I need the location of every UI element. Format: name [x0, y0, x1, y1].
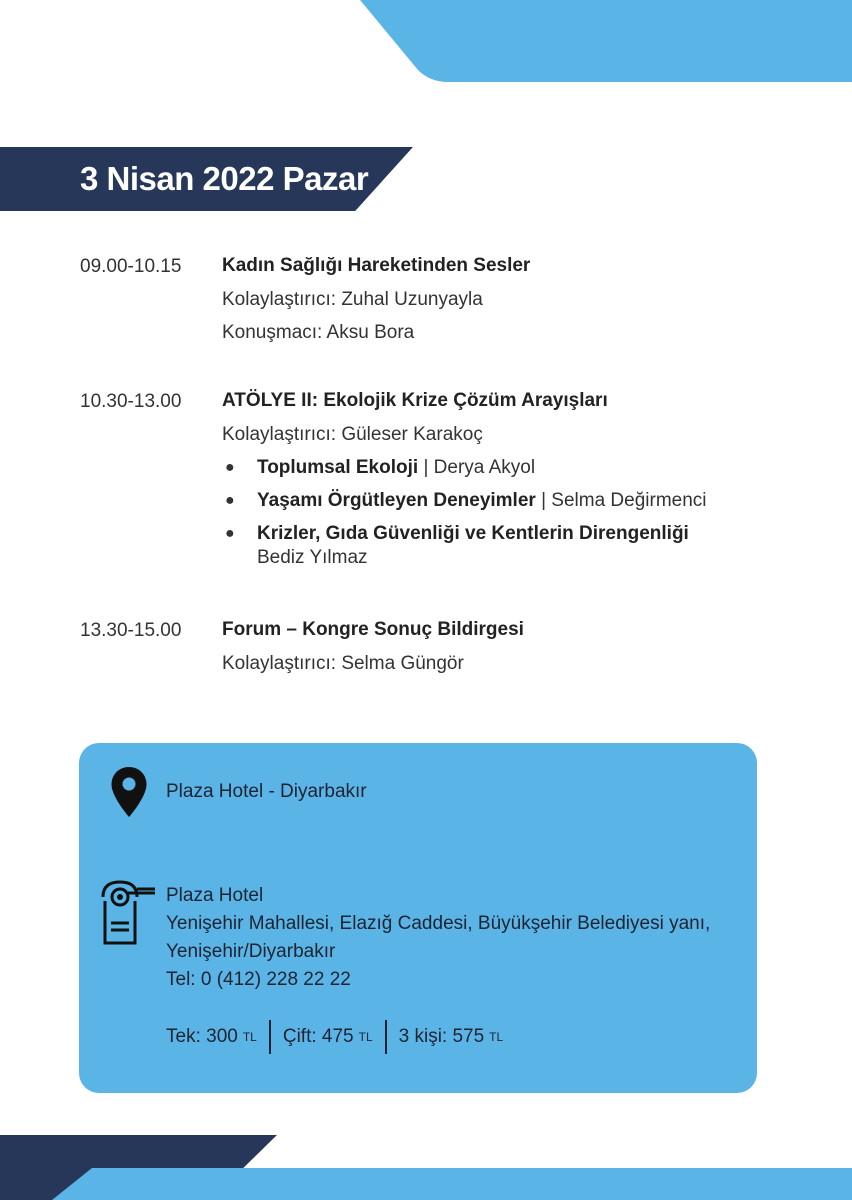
bullet-title: Krizler, Gıda Güvenliği ve Kentlerin Direngenliği — [257, 523, 689, 544]
page-title: 3 Nisan 2022 Pazar — [80, 160, 369, 197]
session-line: Kolaylaştırıcı: Selma Güngör — [222, 653, 464, 674]
currency-unit: TL — [242, 1030, 257, 1044]
top-decor-shape — [0, 0, 852, 90]
venue-location: Plaza Hotel - Diyarbakır — [166, 781, 367, 802]
hotel-phone: Tel: 0 (412) 228 22 22 — [166, 969, 351, 990]
session-title: ATÖLYE II: Ekolojik Krize Çözüm Arayışları — [222, 390, 608, 411]
session-time: 09.00-10.15 — [80, 256, 182, 277]
session-line: Kolaylaştırıcı: Güleser Karakoç — [222, 424, 483, 445]
session-time: 13.30-15.00 — [80, 620, 182, 641]
workshop-list — [222, 451, 782, 571]
list-item — [222, 451, 782, 484]
session-title: Kadın Sağlığı Hareketinden Sesler — [222, 255, 531, 276]
map-pin-icon — [110, 766, 148, 818]
bullet-icon: ● — [225, 525, 235, 542]
currency-unit: TL — [489, 1030, 504, 1044]
hotel-address-line: Yenişehir/Diyarbakır — [166, 941, 336, 962]
session-title: Forum – Kongre Sonuç Bildirgesi — [222, 619, 524, 640]
bullet-icon: ● — [225, 459, 235, 476]
hotel-name: Plaza Hotel — [166, 885, 264, 906]
bullet-speaker: Derya Akyol — [433, 457, 536, 478]
session-time: 10.30-13.00 — [80, 391, 182, 412]
price-list — [166, 1020, 503, 1054]
currency-unit: TL — [358, 1030, 373, 1044]
session-content — [222, 391, 782, 571]
door-hanger-icon — [101, 877, 157, 947]
separator: | — [541, 490, 547, 511]
session-content — [222, 620, 782, 680]
price-divider — [385, 1020, 387, 1054]
session-line: Konuşmacı: Aksu Bora — [222, 322, 415, 343]
hotel-details — [166, 882, 710, 994]
session-content — [222, 256, 782, 349]
price-single: Tek: 300 — [166, 1026, 238, 1047]
price-divider — [269, 1020, 271, 1054]
hotel-address-line: Yenişehir Mahallesi, Elazığ Caddesi, Büyükşehir Belediyesi yanı, — [166, 913, 711, 934]
list-item — [222, 484, 782, 517]
bullet-speaker: Bediz Yılmaz — [257, 547, 368, 568]
bottom-decor-blue — [52, 1168, 852, 1200]
bullet-title: Yaşamı Örgütleyen Deneyimler — [257, 490, 536, 511]
session-line: Kolaylaştırıcı: Zuhal Uzunyayla — [222, 289, 483, 310]
price-triple: 3 kişi: 575 — [398, 1026, 485, 1047]
bullet-icon: ● — [225, 492, 235, 509]
list-item — [222, 517, 782, 571]
price-double: Çift: 475 — [282, 1026, 354, 1047]
bullet-speaker: Selma Değirmenci — [551, 490, 707, 511]
separator: | — [423, 457, 429, 478]
bullet-title: Toplumsal Ekoloji — [257, 457, 419, 478]
